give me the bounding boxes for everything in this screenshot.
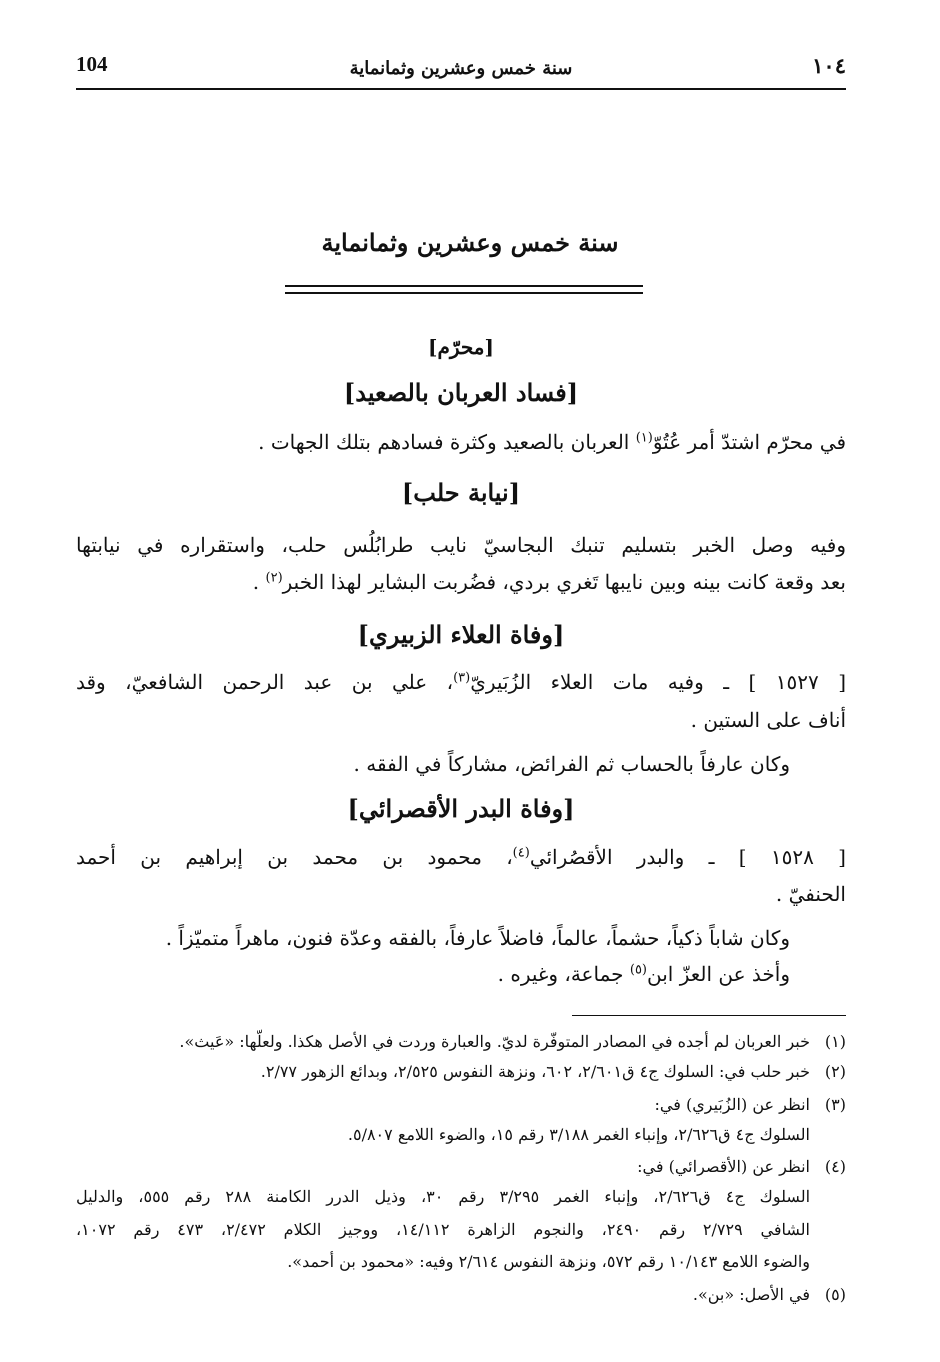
running-title: سنة خمس وعشرين وثمانماية (349, 58, 573, 79)
header-rule (76, 88, 846, 90)
footnote-text: انظر عن (الزُبَيري) في: (654, 1095, 810, 1114)
footnote-number: (٢) (824, 1062, 846, 1081)
running-header (76, 48, 846, 88)
text-line: أناف على الستين . (690, 708, 846, 732)
month-heading: [محرّم] (428, 335, 494, 359)
footnote-rule (572, 1015, 846, 1016)
section-heading: [وفاة العلاء الزبيري] (357, 620, 565, 649)
title-rule-bottom (285, 292, 643, 294)
chapter-title: سنة خمس وعشرين وثمانماية (321, 228, 619, 257)
footnote-text: خبر العربان لم أجده في المصادر المتوفّرة لديّ. والعبارة وردت في الأصل هكذا. ولعلّها: «عَيث». (179, 1032, 810, 1051)
footnote-ref: (٤) (512, 845, 530, 861)
footnote-text: السلوك ج٤ ق٢/٦٢٦، وإنباء الغمر ٣/١٨٨ رقم ١٥، والضوء اللامع ٥/٨٠٧. (347, 1125, 810, 1144)
title-rule-top (285, 285, 643, 287)
page-number-arabic: ١٠٤ (812, 53, 846, 78)
text-line: الحنفيّ . (775, 882, 846, 906)
footnote-text: انظر عن (الأقصرائي) في: (637, 1157, 810, 1176)
footnote-ref: (١) (635, 430, 653, 446)
footnote-number: (٣) (824, 1095, 846, 1114)
footnote-ref: (٥) (629, 962, 647, 978)
text-line: بعد وقعة كانت بينه وبين نايبها تَغري بردي، فضُربت البشاير لهذا الخبر$^{(٢)}$ . (252, 570, 846, 594)
footnote-number: (٤) (824, 1157, 846, 1176)
section-heading: [وفاة البدر الأقصرائي] (347, 794, 575, 823)
footnote-text: السلوك ج٤ ق٢/٦٢٦، وإنباء الغمر ٣/٢٩٥ رقم ٣٠، وذيل الدرر الكامنة ٢٨٨ رقم ٥٥٥، والدليل (76, 1187, 811, 1206)
footnote-number: (٥) (824, 1285, 846, 1304)
section-heading: [فساد العربان بالصعيد] (343, 378, 579, 407)
text-line: في محرّم اشتدّ أمر عُتُوّ$^{(١)}$ العربان بالصعيد وكثرة فسادهم بتلك الجهات . (258, 430, 846, 454)
footnote-text: في الأصل: «بن». (692, 1285, 810, 1304)
entry-line: [ ١٥٢٧ ] ـ وفيه مات العلاء الزُبَيريّ$^{(٣)}$، علي بن عبد الرحمن الشافعيّ، وقد (76, 670, 846, 694)
footnote-number: (١) (824, 1032, 846, 1051)
page-number-latin: 104 (76, 52, 108, 76)
footnote-ref: (٣) (453, 670, 471, 686)
text-line: وأخذ عن العزّ ابن$^{(٥)}$ جماعة، وغيره . (497, 962, 790, 986)
text-line: وكان شاباً ذكياً، حشماً، عالماً، فاضلاً عارفاً، بالفقه وعدّة فنون، ماهراً متميّزاً . (165, 926, 790, 950)
footnote-text: والضوء اللامع ١٠/١٤٣ رقم ٥٧٢، ونزهة النفوس ٢/٦١٤ وفيه: «محمود بن أحمد». (287, 1252, 810, 1271)
footnote-ref: (٢) (265, 570, 283, 586)
section-heading: [نيابة حلب] (401, 478, 521, 507)
footnote-text: الشافي ٢/٧٢٩ رقم ٢٤٩٠، والنجوم الزاهرة ١٤/١١٢، ووجيز الكلام ٢/٤٧٢، ٤٧٣ رقم ١٠٧٢، (76, 1220, 810, 1239)
entry-line: [ ١٥٢٨ ] ـ والبدر الأقصُرائي$^{(٤)}$، محمود بن محمد بن إبراهيم بن أحمد (76, 845, 846, 869)
text-line: وفيه وصل الخبر بتسليم تنبك البجاسيّ نايب طرابُلُس حلب، واستقراره في نيابتها (76, 533, 846, 557)
footnote-text: خبر حلب في: السلوك ج٤ ق٢/٦٠١، ٦٠٢، ونزهة النفوس ٢/٥٢٥، وبدائع الزهور ٢/٧٧. (260, 1062, 810, 1081)
text-line: وكان عارفاً بالحساب ثم الفرائض، مشاركاً في الفقه . (353, 752, 790, 776)
